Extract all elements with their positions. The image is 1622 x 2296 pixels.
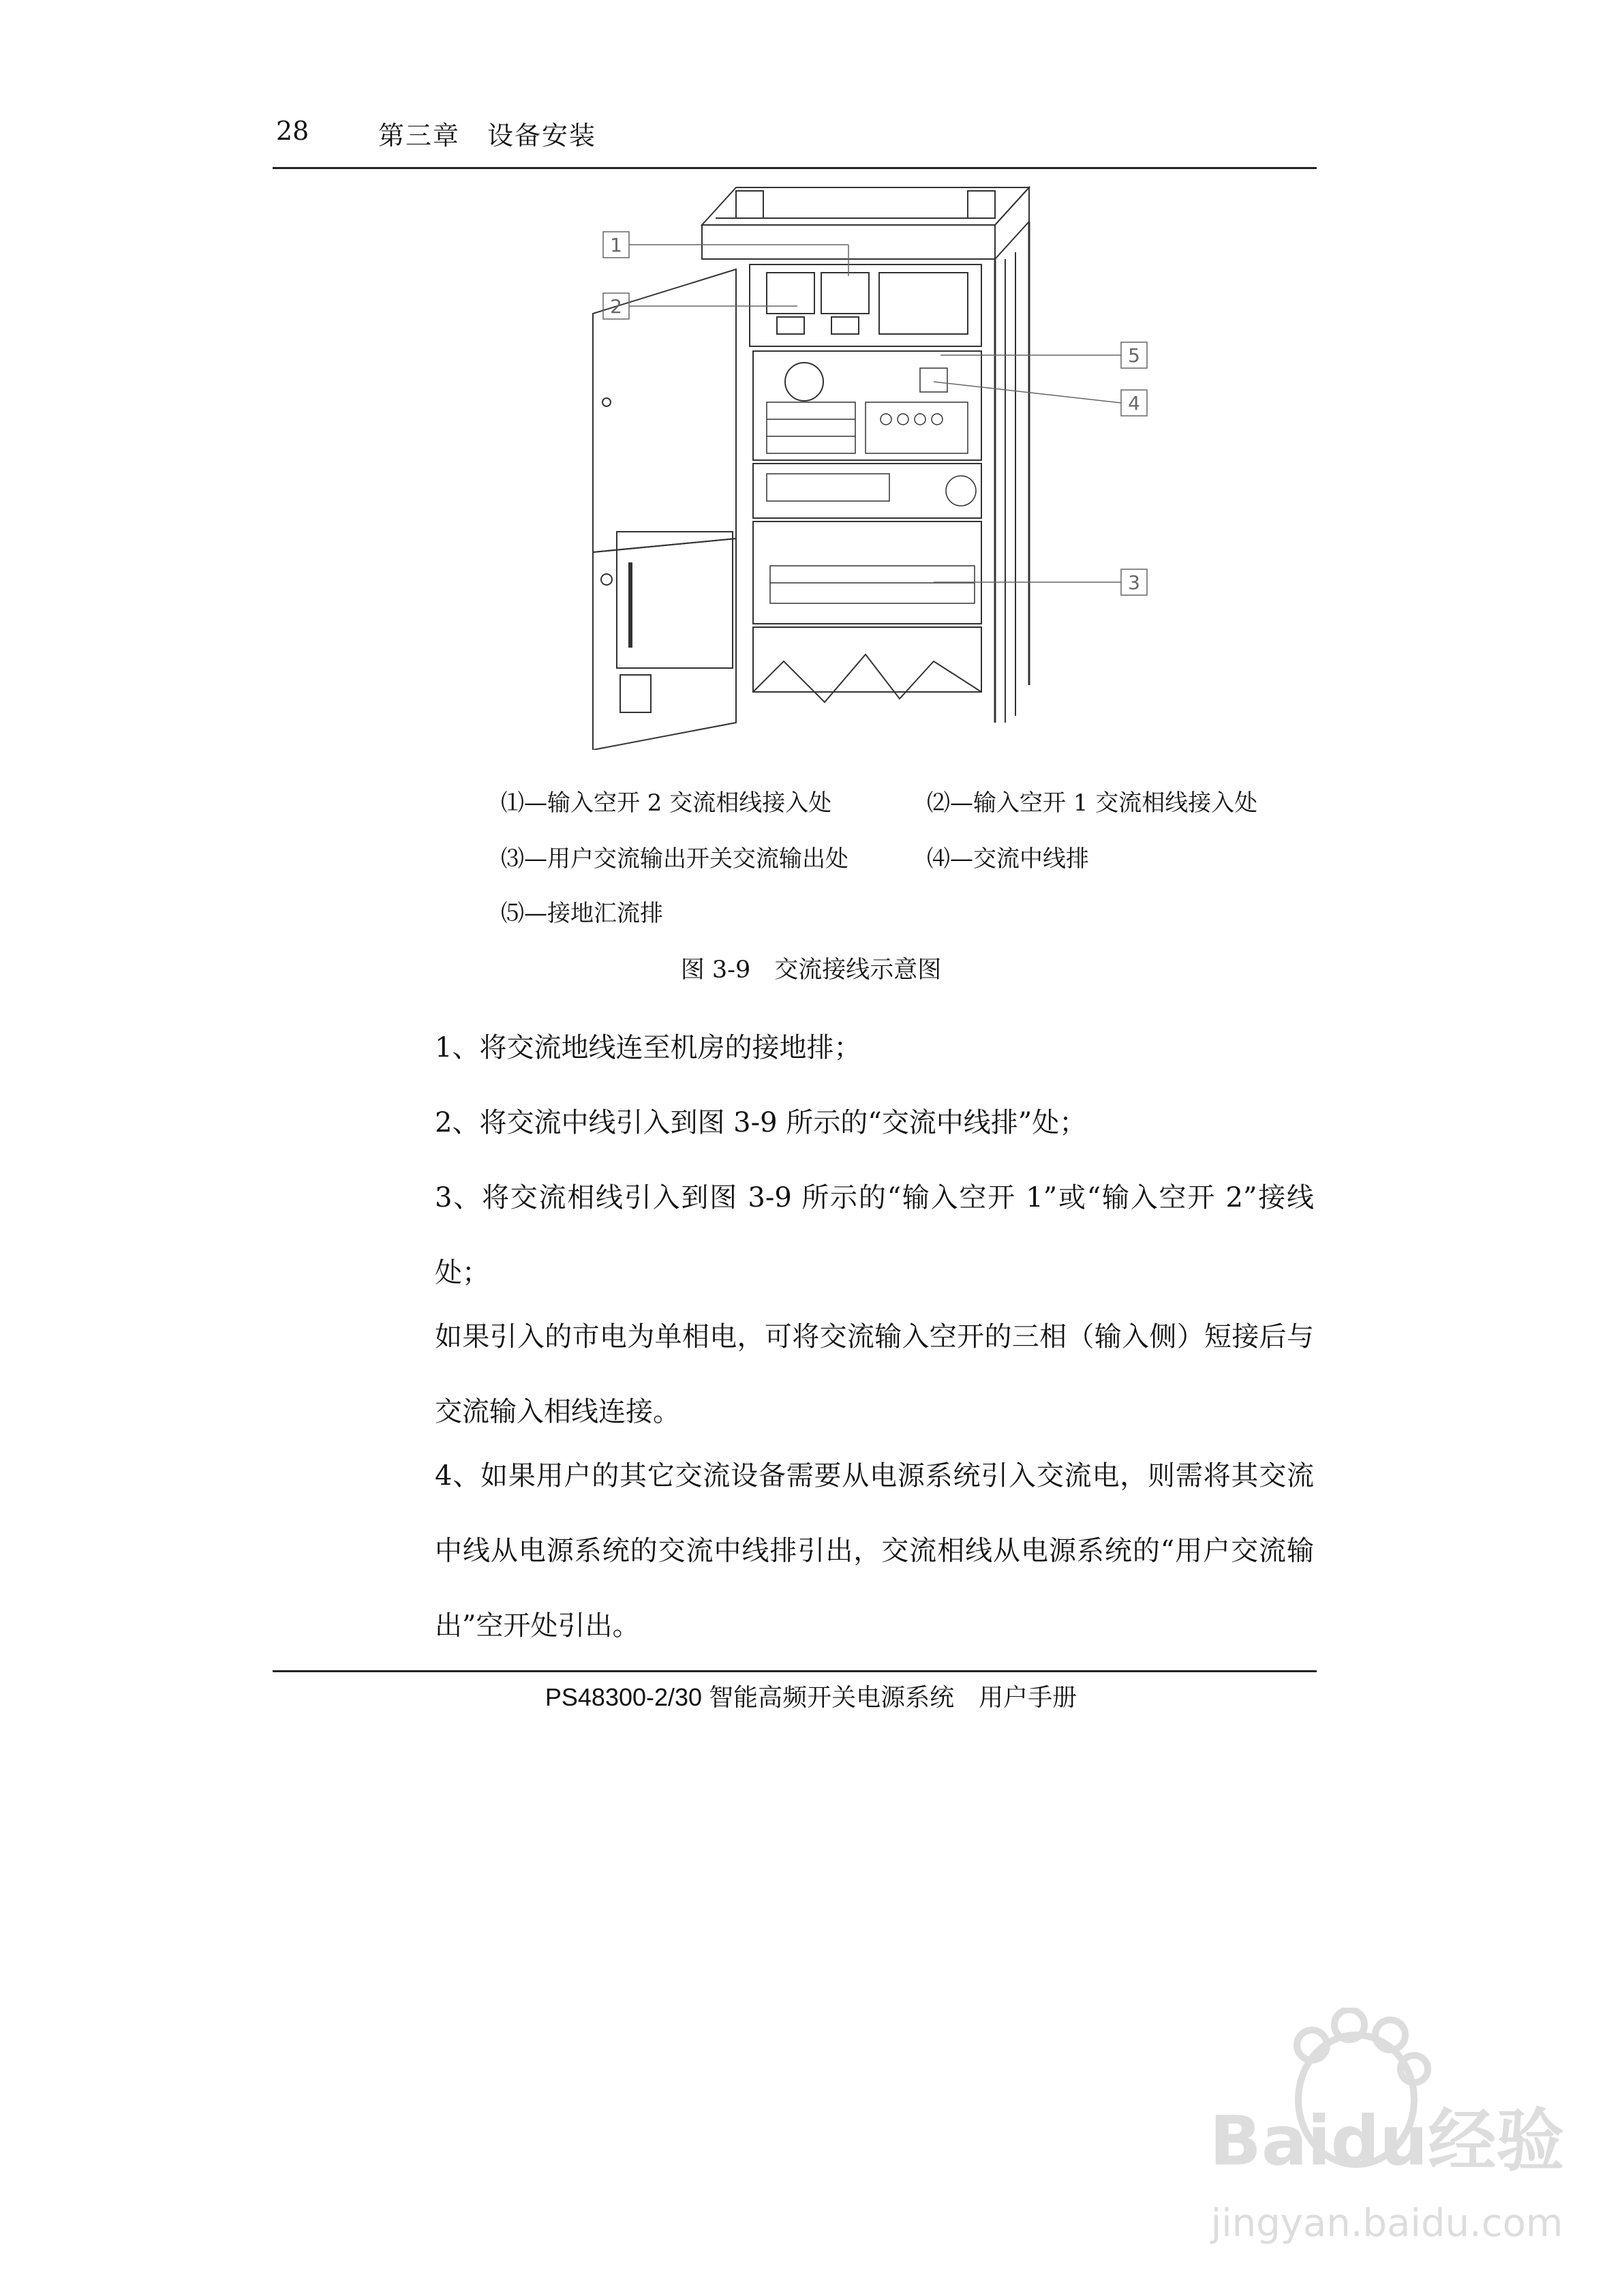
legend-item-3: ⑶—用户交流输出开关交流输出处 bbox=[501, 845, 848, 873]
step-2: 2、将交流中线引入到图 3-9 所示的“交流中线排”处； bbox=[435, 1107, 1087, 1138]
legend-item-5: ⑸—接地汇流排 bbox=[501, 900, 663, 927]
legend-item-1: ⑴—输入空开 2 交流相线接入处 bbox=[501, 789, 832, 817]
module-row bbox=[767, 368, 968, 453]
step-3: 3、将交流相线引入到图 3-9 所示的“输入空开 1”或“输入空开 2”接线处； bbox=[435, 1182, 1314, 1288]
manual-title: PS48300-2/30 智能高频开关电源系统 用户手册 bbox=[545, 1683, 1077, 1711]
legend-item-4: ⑷—交流中线排 bbox=[927, 845, 1089, 873]
callout-4: 4 bbox=[1128, 392, 1140, 414]
chapter-title: 第三章 设备安装 bbox=[378, 121, 597, 151]
cabinet-top-frame bbox=[702, 187, 1029, 259]
figure-caption: 图 3-9 交流接线示意图 bbox=[680, 956, 942, 984]
step-4: 4、如果用户的其它交流设备需要从电源系统引入交流电，则需将其交流中线从电源系统的交流中线排引出，交流相线从电源系统的“用户交流输出”空开处引出。 bbox=[435, 1460, 1314, 1642]
input-breakers bbox=[767, 273, 968, 401]
callout-1: 1 bbox=[610, 234, 622, 256]
cabinet-body bbox=[750, 222, 1029, 723]
footer-divider bbox=[273, 1670, 1317, 1672]
cabinet-door bbox=[593, 269, 736, 750]
callout-3: 3 bbox=[1128, 571, 1140, 594]
callout-5: 5 bbox=[1128, 344, 1140, 367]
legend-item-2: ⑵—输入空开 1 交流相线接入处 bbox=[927, 789, 1258, 817]
terminal-strip bbox=[767, 474, 976, 603]
baidu-jingyan-watermark bbox=[1152, 2008, 1622, 2294]
watermark-brand: Baidu经验 bbox=[1209, 2101, 1565, 2181]
single-phase-note: 如果引入的市电为单相电，可将交流输入空开的三相（输入侧）短接后与交流输入相线连接。 bbox=[435, 1321, 1314, 1428]
page-number: 28 bbox=[276, 116, 309, 146]
watermark-url: jingyan.baidu.com bbox=[1210, 2201, 1563, 2246]
callout-boxes bbox=[603, 232, 1147, 595]
callout-2: 2 bbox=[610, 295, 622, 318]
step-1: 1、将交流地线连至机房的接地排； bbox=[435, 1032, 861, 1063]
cabinet-wiring-diagram bbox=[579, 184, 1179, 750]
header-divider bbox=[273, 167, 1317, 169]
